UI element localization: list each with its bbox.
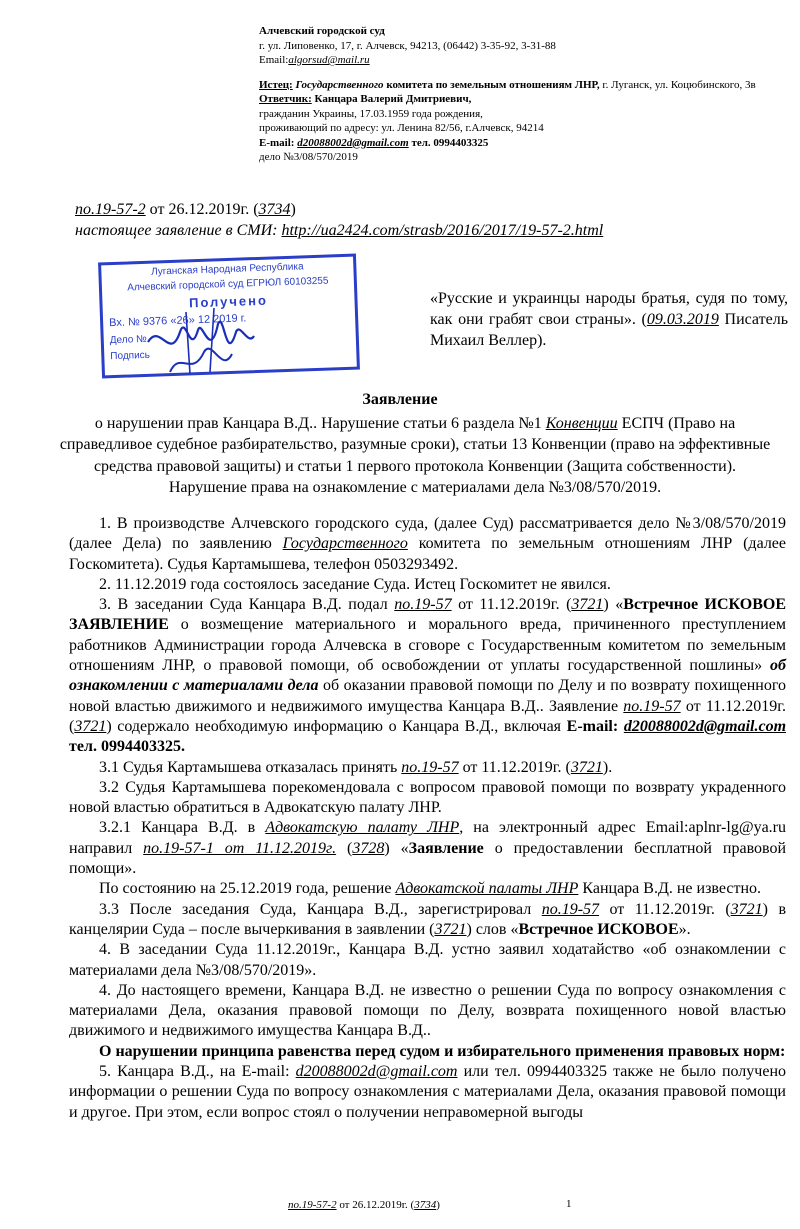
paragraph-4-second: 4. До настоящего времени, Канцара В.Д. не известно о решении Суда по вопросу ознакомления с материалами Дела, оказания правовой помощи по Делу, возврата похищенного новой властью движимого и недвижимого имущества Канцара В.Д..: [69, 981, 786, 1040]
p3-phone: тел. 0994403325.: [69, 738, 185, 756]
defendant-name: Канцара Валерий Дмитриевич,: [311, 93, 472, 105]
p33-date: от 11.12.2019г. (: [599, 900, 731, 918]
paragraph-1: [69, 514, 786, 575]
section-heading: О нарушении принципа равенства перед судом и избирательного применения правовых норм:: [99, 1042, 786, 1060]
ref-number: по.19-57-2: [75, 201, 146, 218]
plaintiff-address: г. Луганск, ул. Коцюбинского, 3в: [599, 78, 756, 91]
paragraph-3: [69, 595, 786, 757]
p3-code-2: 3721: [74, 717, 107, 735]
p5-rest: или тел. 0994403325 также не было получено информации о решении Суда по вопросу ознакомления с материалами Дела, оказания правовой помощи и другое. При этом, если вопрос стоял о получении неправомерной выгоды: [69, 1063, 787, 1121]
paragraph-3-2-1: [69, 818, 786, 879]
quote-author: Писатель Михаил Веллер).: [430, 311, 788, 349]
stamp-line-received: Получено: [188, 292, 269, 311]
court-name: Алчевский городской суд: [259, 25, 385, 37]
p321-code: 3728: [352, 839, 385, 857]
defendant-contacts: [259, 136, 789, 151]
stamp-line-incoming: Вх. № 9376 «26» 12 2019 г.: [108, 312, 247, 330]
p1-italic: Государственного: [282, 535, 408, 553]
defendant-phone: тел. 0994403325: [408, 136, 489, 149]
p3-quote-open: ) «: [603, 596, 624, 614]
defendant-line: [259, 92, 789, 107]
p321-text: 3.2.1 Канцара В.Д. в: [99, 819, 266, 837]
epigraph-quote: [430, 288, 788, 351]
p33-code: 3721: [730, 900, 763, 918]
court-email-label: Email:: [259, 54, 289, 66]
p31-code: 3721: [570, 758, 603, 776]
p321-bar: Адвокатскую палату ЛНР: [265, 819, 460, 837]
p321-quote-open: ) «: [384, 839, 409, 857]
stamp-line-court: Алчевский городской суд ЕГРЮЛ 60103255: [127, 275, 329, 294]
media-label: настоящее заявление в СМИ:: [75, 222, 282, 239]
p5-text: 5. Канцара В.Д., на E-mail:: [99, 1063, 296, 1081]
defendant-email-link[interactable]: d20088002d@gmail.com: [297, 136, 409, 149]
p321-open: (: [336, 839, 353, 857]
page-number: 1: [566, 1198, 572, 1210]
p33-text: 3.3 После заседания Суда, Канцара В.Д., зарегистрировал: [99, 900, 542, 918]
plaintiff-line: [259, 78, 789, 93]
p321-end: о предоставлении бесплатной правовой помощи».: [69, 839, 787, 878]
document-header: [259, 24, 789, 165]
p33-ref: по.19-57: [541, 900, 600, 918]
document-reference: [75, 199, 603, 241]
document-subtitle: [55, 413, 775, 498]
p33-middle: ) в канцелярии Суда – после вычеркивания в заявлении (: [69, 900, 787, 938]
p321-email: , на электронный адрес Email:aplnr-lg@ya.ru направил: [69, 819, 786, 857]
plaintiff-italic: Государственного: [295, 78, 384, 91]
media-link[interactable]: http://ua2424.com/strasb/2016/2017/19-57-2.html: [281, 222, 604, 239]
p321-ref: по.19-57-1 от 11.12.2019г.: [143, 839, 337, 857]
p3-bold-title: Встречное ИСКОВОЕ ЗАЯВЛЕНИЕ: [69, 596, 786, 634]
p3-date-2: от 11.12.2019г. (: [69, 697, 787, 735]
p3-claim: о возмещение материального и морального вреда, причиненного преступлением работников Администрации города Алчевска в сговоре с Государственным комитетом по земельным отношениям ЛНР, о правовой помощи, об освобождении от уплаты государственной пошлины»: [69, 616, 786, 675]
p3-code: 3721: [571, 596, 604, 614]
plaintiff-name: комитета по земельным отношениям ЛНР,: [383, 78, 600, 91]
subtitle-part-2: ЕСПЧ (Право на справедливое судебное разбирательство, разумные сроки), статьи 13 Конвенции (право на эффективные средства правовой защиты) и статьи 1 первого протокола Конвенции (Защита собственности). Нарушение права на ознакомление с материалами дела №3/08/570/2019.: [59, 415, 771, 496]
p3-bold-italic: об ознакомлении с материалами дела: [69, 657, 786, 695]
status-end: Канцара В.Д. не известно.: [578, 880, 762, 898]
ref-close: ): [290, 201, 296, 218]
p31-date: от 11.12.2019г. (: [458, 758, 571, 776]
stamp-line-republic: Луганская Народная Республика: [150, 261, 304, 278]
paragraph-3-3: [69, 900, 786, 941]
p321-bold: Заявление: [408, 839, 484, 857]
p33-bold: Встречное ИСКОВОЕ: [518, 920, 679, 938]
p3-text: 3. В заседании Суда Канцара В.Д. подал: [99, 596, 395, 614]
court-email-link[interactable]: algorsud@mail.ru: [288, 54, 370, 66]
p31-ref: по.19-57: [401, 758, 459, 776]
p3-ref: по.19-57: [394, 596, 452, 614]
subtitle-part-1: о нарушении прав Канцара В.Д.. Нарушение статьи 6 раздела №1: [94, 415, 546, 432]
p31-close: ).: [602, 758, 613, 776]
ref-code: 3734: [258, 201, 291, 218]
ref-date: от 26.12.2019г. (: [145, 201, 259, 218]
p3-email-label: E-mail:: [566, 717, 624, 735]
email-label: E-mail:: [259, 136, 298, 149]
convention-link: Конвенции: [545, 415, 618, 432]
p3-date: от 11.12.2019г. (: [451, 596, 572, 614]
footer-date: от 26.12.2019г. (: [336, 1199, 415, 1211]
document-body: [69, 514, 786, 1123]
quote-text: «Русские и украинцы народы братья, судя по тому, как они грабят свои страны». (: [430, 290, 788, 328]
p1-text-end: комитета по земельным отношениям ЛНР (далее Госкомитета). Судья Картамышева, телефон 0503293492.: [69, 535, 787, 573]
p3-continued: об оказании правовой помощи по Делу и по возврату похищенного новой властью движимого и недвижимого имущества Канцара В.Д.. Заявление: [69, 677, 786, 715]
handwritten-signature-icon: [140, 302, 260, 382]
paragraph-3-2: 3.2 Судья Картамышева порекомендовала с вопросом правовой помощи по возврату украденного новой властью обратиться в Адвокатскую палату ЛНР.: [69, 778, 786, 817]
paragraph-status: [69, 879, 786, 899]
p3-email-link[interactable]: d20088002d@gmail.com: [623, 717, 787, 735]
quote-date: 09.03.2019: [646, 311, 719, 328]
paragraph-2: 2. 11.12.2019 года состоялось заседание Суда. Истец Госкомитет не явился.: [99, 575, 611, 593]
case-number: дело №3/08/570/2019: [259, 151, 358, 163]
court-email-line: [259, 53, 789, 68]
p1-text: 1. В производстве Алчевского городского суда, (далее Суд) рассматривается дело №3/08/570/2019 (далее Дела) по заявлению: [69, 515, 786, 553]
footer-code: 3734: [414, 1199, 437, 1211]
court-address: г. ул. Липовенко, 17, г. Алчевск, 94213, (06442) 3-35-92, 3-31-88: [259, 39, 556, 52]
defendant-citizenship: гражданин Украины, 17.03.1959 года рождения,: [259, 107, 483, 120]
paragraph-4: 4. В заседании Суда 11.12.2019г., Канцара В.Д. устно заявил ходатайство «об ознакомлении с материалами дела №3/08/570/2019».: [69, 941, 786, 979]
defendant-label: Ответчик:: [259, 93, 312, 105]
p33-code-2: 3721: [434, 920, 467, 938]
status-text: По состоянию на 25.12.2019 года, решение: [99, 880, 396, 898]
page-footer: [288, 1199, 440, 1211]
p31-text: 3.1 Судья Картамышева отказалась принять: [99, 758, 402, 776]
stamp-line-case: Дело №: [109, 333, 147, 347]
p3-ref-2: по.19-57: [623, 697, 681, 715]
p5-email-link[interactable]: d20088002d@gmail.com: [295, 1063, 458, 1081]
footer-close: ): [436, 1199, 440, 1211]
p33-end: ».: [678, 920, 691, 938]
status-bar: Адвокатской палаты ЛНР: [395, 880, 579, 898]
defendant-address: проживающий по адресу: ул. Ленина 82/56, г.Алчевск, 94214: [259, 122, 544, 134]
p33-words: ) слов «: [466, 920, 519, 938]
footer-ref: по.19-57-2: [288, 1199, 337, 1211]
stamp-line-signature: Подпись: [110, 349, 151, 363]
paragraph-5: [69, 1062, 786, 1123]
document-title: Заявление: [362, 391, 438, 408]
paragraph-3-1: [69, 758, 786, 778]
p3-info: ) содержало необходимую информацию о Канцара В.Д., включая: [106, 717, 567, 735]
plaintiff-label: Истец:: [259, 78, 293, 91]
